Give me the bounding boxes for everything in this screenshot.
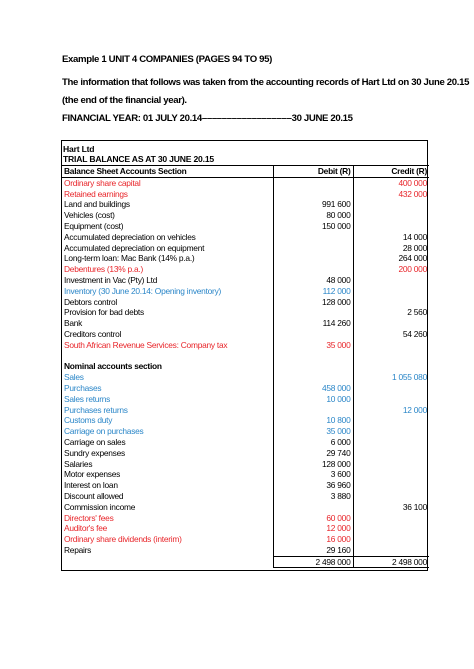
- trial-balance-box: [61, 140, 428, 571]
- table-row: [62, 307, 429, 318]
- debit-amount: 150 000: [273, 221, 353, 232]
- trial-balance-body: [62, 177, 429, 568]
- account-name: Auditor's fee: [64, 523, 108, 534]
- table-row: [62, 502, 429, 513]
- debit-amount: 29 160: [273, 545, 353, 556]
- table-row: [62, 459, 429, 470]
- table-row: [62, 253, 429, 264]
- credit-amount: [353, 286, 429, 297]
- debit-amount: 6 000: [273, 437, 353, 448]
- debit-amount: [273, 329, 353, 340]
- intro-text-line-2: (the end of the financial year).: [62, 95, 187, 106]
- blank-cell: [62, 556, 273, 568]
- table-row: [62, 275, 429, 286]
- blank-cell: [273, 361, 353, 372]
- account-name: South African Revenue Services: Company tax: [64, 339, 228, 350]
- table-row: [62, 177, 429, 188]
- debit-amount: [273, 372, 353, 383]
- table-row: [62, 448, 429, 459]
- debit-amount: 16 000: [273, 534, 353, 545]
- credit-amount: 54 260: [402, 328, 427, 339]
- trial-balance-table: [62, 165, 429, 568]
- debit-amount: 12 000: [273, 523, 353, 534]
- account-name: Repairs: [64, 545, 92, 556]
- account-name: Accumulated depreciation on vehicles: [64, 231, 196, 242]
- account-name: Land and buildings: [64, 199, 130, 210]
- debit-amount: 128 000: [273, 297, 353, 308]
- debit-amount: 112 000: [273, 286, 353, 297]
- account-name: Motor expenses: [64, 469, 121, 480]
- table-row: [62, 534, 429, 545]
- credit-amount: 36 100: [402, 501, 427, 512]
- account-name: Vehicles (cost): [64, 210, 115, 221]
- debit-amount: [273, 253, 353, 264]
- credit-amount: 14 000: [402, 231, 427, 242]
- account-name: Interest on loan: [64, 480, 118, 491]
- account-name: Retained earnings: [64, 188, 128, 199]
- credit-amount: [353, 221, 429, 232]
- credit-amount: 200 000: [398, 264, 427, 275]
- account-name: Provision for bad debts: [64, 307, 144, 318]
- credit-column-header: Credit (R): [353, 166, 429, 178]
- account-name: Equipment (cost): [64, 220, 124, 231]
- table-row: [62, 243, 429, 254]
- credit-amount: [353, 415, 429, 426]
- account-name: Debtors control: [64, 296, 118, 307]
- account-name: Commission income: [64, 501, 136, 512]
- credit-amount: [353, 297, 429, 308]
- table-row: [62, 415, 429, 426]
- table-row: [62, 383, 429, 394]
- example-heading: Example 1 UNIT 4 COMPANIES (PAGES 94 TO 95): [62, 54, 272, 65]
- credit-amount: [353, 469, 429, 480]
- credit-amount: 2 560: [407, 307, 427, 318]
- nominal-section-row: [62, 361, 429, 372]
- intro-text-line-1: The information that follows was taken from the accounting records of Hart Ltd on 30 June 20.15: [62, 77, 470, 88]
- table-header-row: [62, 166, 429, 178]
- credit-amount: [353, 275, 429, 286]
- account-name: Investment in Vac (Pty) Ltd: [64, 274, 158, 285]
- account-name: Sales: [64, 372, 84, 383]
- table-row: [62, 426, 429, 437]
- table-row: [62, 469, 429, 480]
- debit-amount: [273, 177, 353, 188]
- debit-amount: 80 000: [273, 210, 353, 221]
- debit-amount: 114 260: [273, 318, 353, 329]
- account-name: Long-term loan: Mac Bank (14% p.a.): [64, 253, 195, 264]
- account-name: Customs duty: [64, 415, 113, 426]
- debit-amount: 36 960: [273, 480, 353, 491]
- credit-amount: [353, 480, 429, 491]
- debit-amount: 35 000: [273, 426, 353, 437]
- credit-amount: [353, 437, 429, 448]
- credit-amount: 1 055 080: [391, 372, 427, 383]
- account-name: Sundry expenses: [64, 447, 125, 458]
- debit-column-header: Debit (R): [273, 166, 353, 178]
- table-row: [62, 264, 429, 275]
- credit-amount: [353, 448, 429, 459]
- credit-amount: [353, 340, 429, 351]
- credit-amount: 12 000: [402, 404, 427, 415]
- debit-amount: 10 000: [273, 394, 353, 405]
- table-row: [62, 480, 429, 491]
- table-row: [62, 286, 429, 297]
- credit-amount: [353, 513, 429, 524]
- credit-amount: [353, 523, 429, 534]
- account-name: Bank: [64, 318, 83, 329]
- debit-amount: 458 000: [273, 383, 353, 394]
- credit-amount: [353, 210, 429, 221]
- account-name: Salaries: [64, 458, 93, 469]
- debit-amount: 3 880: [273, 491, 353, 502]
- account-name: Inventory (30 June 20.14: Opening inventory): [64, 285, 222, 296]
- company-name: Hart Ltd: [63, 144, 95, 154]
- table-row: [62, 297, 429, 308]
- table-row: [62, 199, 429, 210]
- credit-amount: [353, 534, 429, 545]
- debit-amount: [273, 502, 353, 513]
- blank-cell: [273, 351, 353, 362]
- credit-total: 2 498 000: [353, 556, 429, 568]
- table-row: [62, 189, 429, 200]
- debit-amount: 35 000: [273, 340, 353, 351]
- account-name: Ordinary share dividends (interim): [64, 534, 182, 545]
- table-row: [62, 523, 429, 534]
- debit-amount: 48 000: [273, 275, 353, 286]
- totals-row: [62, 556, 429, 568]
- credit-amount: 432 000: [398, 188, 427, 199]
- table-row: [62, 340, 429, 351]
- table-row: [62, 372, 429, 383]
- table-row: [62, 221, 429, 232]
- credit-amount: [353, 545, 429, 556]
- blank-cell: [353, 351, 429, 362]
- table-row: [62, 329, 429, 340]
- credit-amount: 400 000: [398, 177, 427, 188]
- table-row: [62, 545, 429, 556]
- debit-amount: [273, 405, 353, 416]
- credit-amount: 264 000: [398, 253, 427, 264]
- debit-amount: [273, 307, 353, 318]
- credit-amount: [353, 491, 429, 502]
- credit-amount: [353, 318, 429, 329]
- table-row: [62, 394, 429, 405]
- table-row: [62, 232, 429, 243]
- account-name: Discount allowed: [64, 490, 124, 501]
- debit-amount: 10 800: [273, 415, 353, 426]
- credit-amount: 28 000: [402, 242, 427, 253]
- debit-amount: 128 000: [273, 459, 353, 470]
- table-row: [62, 513, 429, 524]
- account-name: Debentures (13% p.a.): [64, 264, 144, 275]
- debit-total: 2 498 000: [273, 556, 353, 568]
- debit-amount: 29 740: [273, 448, 353, 459]
- credit-amount: [353, 459, 429, 470]
- debit-amount: 991 600: [273, 199, 353, 210]
- account-name: Carriage on sales: [64, 436, 126, 447]
- debit-amount: [273, 264, 353, 275]
- account-name: Purchases: [64, 382, 102, 393]
- account-name: Accumulated depreciation on equipment: [64, 242, 205, 253]
- credit-amount: [353, 426, 429, 437]
- debit-amount: 3 600: [273, 469, 353, 480]
- table-row: [62, 491, 429, 502]
- account-name: Sales returns: [64, 393, 111, 404]
- section-column-header: Balance Sheet Accounts Section: [62, 166, 273, 178]
- debit-amount: 60 000: [273, 513, 353, 524]
- debit-amount: [273, 189, 353, 200]
- account-name: Ordinary share capital: [64, 177, 141, 188]
- credit-amount: [353, 383, 429, 394]
- debit-amount: [273, 243, 353, 254]
- credit-amount: [353, 394, 429, 405]
- table-row: [62, 437, 429, 448]
- table-row: [62, 318, 429, 329]
- nominal-section-title: Nominal accounts section: [64, 361, 162, 372]
- debit-amount: [273, 232, 353, 243]
- account-name: Creditors control: [64, 328, 122, 339]
- table-row: [62, 210, 429, 221]
- financial-year-line: FINANCIAL YEAR: 01 JULY 20.14––––––––––––––––––30 JUNE 20.15: [62, 113, 353, 124]
- spacer-row: [62, 351, 429, 362]
- account-name: Carriage on purchases: [64, 426, 144, 437]
- credit-amount: [353, 199, 429, 210]
- blank-cell: [353, 361, 429, 372]
- account-name: Purchases returns: [64, 404, 128, 415]
- table-row: [62, 405, 429, 416]
- account-name: Directors' fees: [64, 512, 114, 523]
- trial-balance-title: TRIAL BALANCE AS AT 30 JUNE 20.15: [63, 154, 214, 164]
- blank-cell: [62, 351, 273, 362]
